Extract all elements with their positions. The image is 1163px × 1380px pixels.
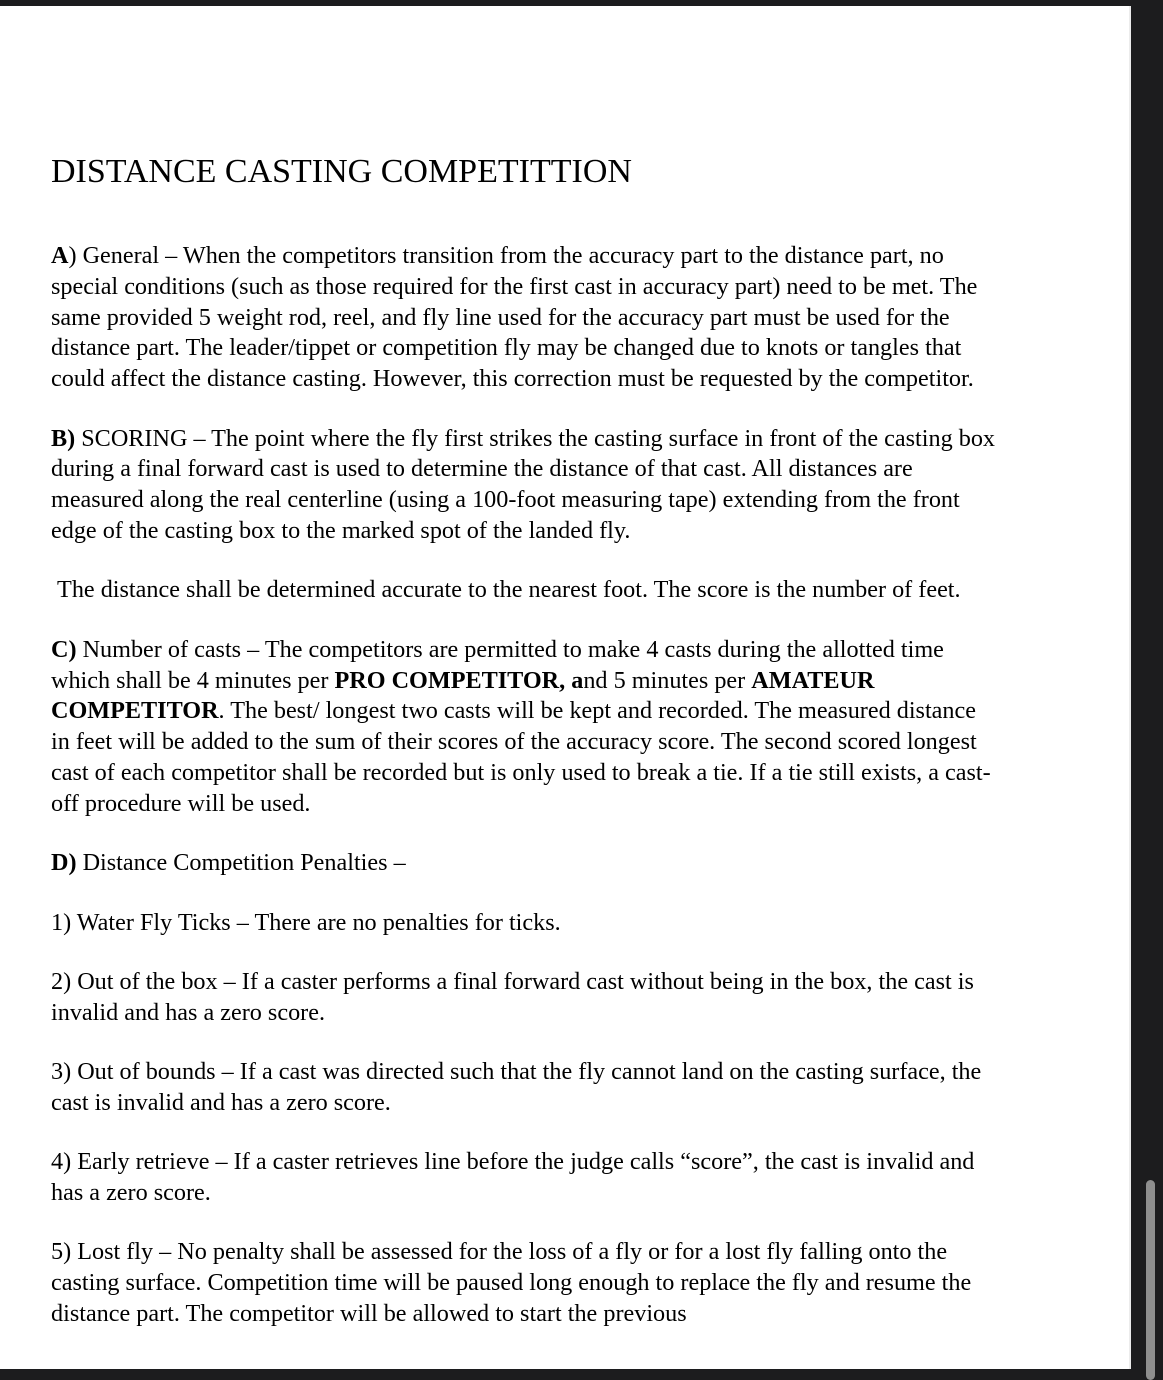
paragraph-text: Distance Competition Penalties – [76,849,406,877]
scrollbar-track[interactable] [1132,0,1163,1369]
paragraph-text: 1) Water Fly Ticks – There are no penalties for ticks. [51,908,561,936]
document-paragraph [51,575,996,606]
paragraph-text: 4) Early retrieve – If a caster retrieves line before the judge calls “score”, the cast is invalid and has a zero score. [51,1148,981,1207]
document-paragraph [51,1057,996,1119]
paragraph-text: 2) Out of the box – If a caster performs a final forward cast without being in the box, the cast is invalid and has a zero score. [51,967,980,1026]
paragraph-text: . The best/ longest two casts will be kept and recorded. The measured distance in feet will be added to the sum of their scores of the accuracy score. The second scored longest cast of each competitor shall be recorded but is only used to break a tie. If a tie still exists, a cast-off procedure will be used. [51,697,991,817]
bold-text: A [51,242,69,269]
document-paragraph [51,848,996,879]
document-page [0,6,1131,1369]
document-paragraph [51,967,996,1029]
document-paragraph [51,241,996,395]
paragraph-text: SCORING – The point where the fly first strikes the casting surface in front of the casting box during a final forward cast is used to determine the distance of that cast. All distances are measured along the real centerline (using a 100-foot measuring tape) extending from the front edge of the casting box to the marked spot of the landed fly. [51,424,1002,544]
bold-text: PRO COMPETITOR, a [334,666,584,694]
document-content [51,152,1002,1358]
paragraph-text: ) General – When the competitors transition from the accuracy part to the distance part, no special conditions (such as those required for the first cast in accuracy part) need to be met. The same provided 5 weight rod, reel, and fly line used for the accuracy part must be used for the distance part. The leader/tippet or competition fly may be changed due to knots or tangles that could affect the distance casting. However, this correction must be requested by the competitor. [51,242,984,393]
bold-text: D) [51,849,77,877]
document-paragraph [51,908,996,939]
bold-text: AMATEUR COMPETITOR [51,666,881,725]
paragraph-text: 3) Out of bounds – If a cast was directed such that the fly cannot land on the casting surface, the cast is invalid and has a zero score. [51,1058,988,1116]
document-paragraph [51,424,1002,547]
bold-text: C) [51,635,77,663]
document-paragraph [51,1147,996,1209]
paragraph-text: 5) Lost fly – No penalty shall be assessed for the loss of a fly or for a lost fly falling onto the casting surface. Competition time will be paused long enough to replace the fly and resume the distance part. The competitor will be allowed to start the previous [51,1238,978,1328]
document-paragraph [51,1237,996,1329]
document-paragraph [51,635,996,820]
paragraph-text: nd 5 minutes per [583,666,752,694]
scrollbar-thumb[interactable] [1146,1180,1155,1380]
bold-text: B) [51,424,76,452]
paragraph-text: The distance shall be determined accurate to the nearest foot. The score is the number of feet. [51,576,961,604]
paragraph-text: Number of casts – The competitors are permitted to make 4 casts during the allotted time which shall be 4 minutes per [51,635,950,694]
document-title: DISTANCE CASTING COMPETITTION [51,153,632,190]
